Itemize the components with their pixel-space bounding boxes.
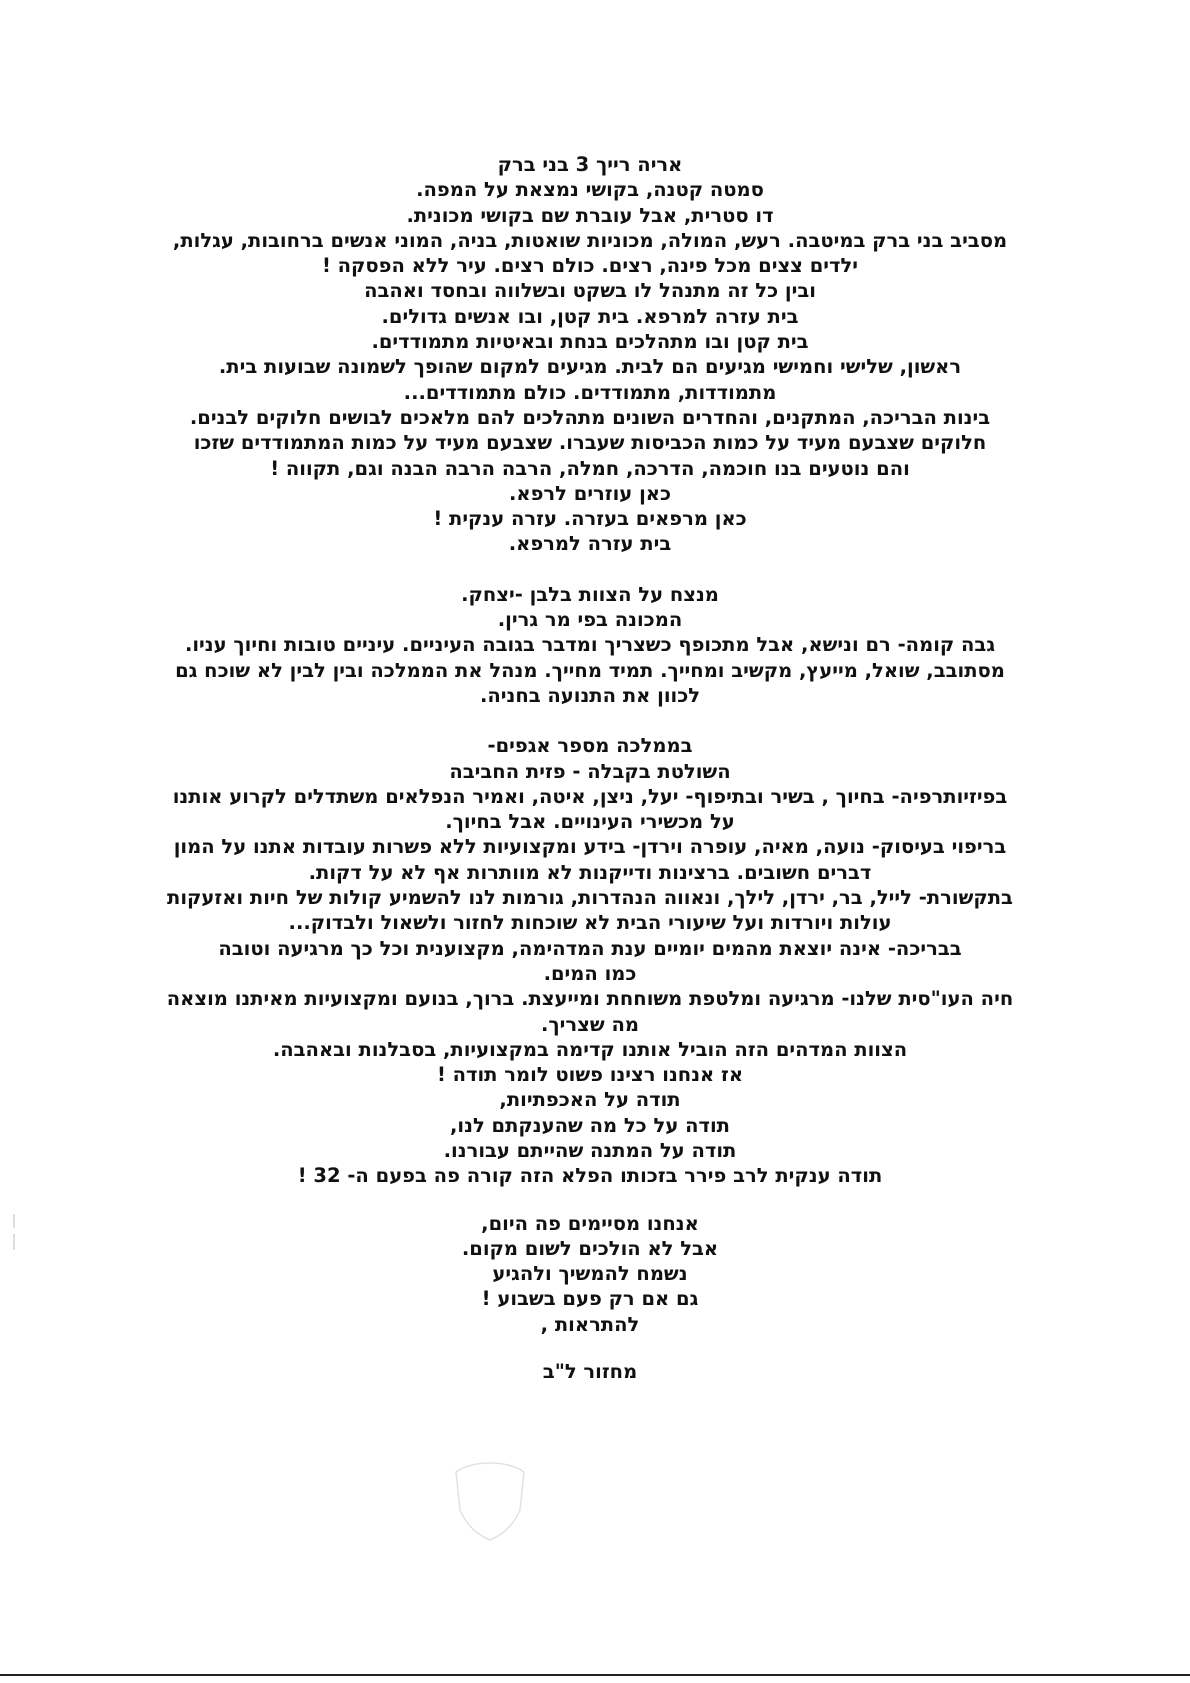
thanks-line: תודה על המתנה שהייתם עבורנו. (443, 1138, 737, 1162)
closing-line: גם אם רק פעם בשבוע ! (481, 1287, 699, 1311)
section-gap (160, 557, 1020, 582)
department-paragraph: בתקשורת- לייל, בר, ירדן, לילך, ונאווה הנהדרות, גורמות לנו להשמיע קולות של חיות ואזעקות עולות ויורדות ועל שיעורי הבית לא שוכחות לחזור ולשאול ולבדוק... (167, 886, 1013, 935)
section-gap (160, 1189, 1020, 1211)
intro-line: מתמודדות, מתמודדים. כולם מתמודדים... (403, 380, 777, 404)
intro-line: בית קטן ובו מתהלכים בנחת ובאיטיות מתמודדים. (371, 330, 809, 354)
intro-line: כאן מרפאים בעזרה. עזרה ענקית ! (433, 507, 747, 531)
department-paragraph: חיה העו"סית שלנו- מרגיעה ומלטפת משוחחת ומייעצת. ברוך, בנועם ומקצועיות מאיתנו מוצאה מה שצריך. (166, 987, 1014, 1036)
intro-line: והם נוטעים בנו חוכמה, הדרכה, חמלה, הרבה הרבה הבנה וגם, תקווה ! (270, 456, 910, 480)
manager-paragraph: גבה קומה- רם ונישא, אבל מתכופף כשצריך ומדבר בגובה העיניים. עיניים טובות וחיוך עניו. מסתובב, שואל, מייעץ, מקשיב ומחייך. תמיד מחייך. מנהל את הממלכה ובין לבין לא שוכח גם לכוון את התנועה בחניה. (175, 633, 1005, 707)
intro-paragraph: מסביב בני ברק במיטבה. רעש, המולה, מכוניות שואטות, בניה, המוני אנשים ברחובות, עגלות, ילדים צצים מכל פינה, רצים. כולם רצים. עיר ללא הפסקה ! (172, 228, 1008, 278)
intro-paragraph: בינות הבריכה, המתקנים, והחדרים השונים מתהלכים להם מלאכים לבושים חלוקים לבנים. חלוקים שצבעם מעיד על כמות הכביסות שעברו. שצבעם מעיד על כמות המתמודדים שזכו (189, 405, 991, 455)
intro-line: ובין כל זה מתנהל לו בשקט ובשלווה ובחסד ואהבה (364, 279, 816, 303)
manager-title: מנצח על הצוות בלבן -יצחק. (461, 582, 719, 606)
scan-edge-mark (12, 1212, 16, 1252)
department-line: השולטת בקבלה - פזית החביבה (449, 759, 731, 783)
thanks-line: תודה ענקית לרב פירר בזכותו הפלא הזה קורה פה בפעם ה- 32 ! (297, 1164, 883, 1188)
header-line: סמטה קטנה, בקושי נמצאת על המפה. (416, 178, 764, 202)
closing-line: אבל לא הולכים לשום מקום. (461, 1236, 719, 1260)
thanks-line: תודה על האכפתיות, (499, 1088, 681, 1112)
department-paragraph: בפיזיותרפיה- בחיוך , בשיר ובתיפוף- יעל, ניצן, איטה, ואמיר הנפלאים משתדלים לקרוע אותנו על מכשירי העינויים. אבל בחיוך. (172, 784, 1008, 834)
department-paragraph: בבריכה- אינה יוצאת מהמים יומיים ענת המדהימה, מקצוענית וכל כך מרגיעה וטובה (218, 936, 962, 960)
department-paragraph: בריפוי בעיסוק- נועה, מאיה, עופרה וירדן- בידע ומקצועיות ללא פשרות עובדות אתנו על המון דברים חשובים. ברצינות ודייקנות לא מוותרות אף לא על דקות. (173, 835, 1007, 884)
closing-line: נשמח להמשיך ולהגיע (492, 1262, 688, 1286)
section-gap (160, 1337, 1020, 1359)
letter-body (160, 152, 1020, 1384)
intro-line: בית עזרה למרפא. (508, 532, 672, 556)
departments-title: בממלכה מספר אגפים- (487, 734, 693, 758)
signature: מחזור ל"ב (542, 1360, 638, 1384)
closing-line: להתראות , (540, 1312, 640, 1336)
thanks-line: תודה על כל מה שהענקתם לנו, (450, 1113, 730, 1137)
manager-line: המכונה בפי מר גרין. (497, 608, 683, 632)
closing-line: אנחנו מסיימים פה היום, (481, 1211, 699, 1235)
intro-paragraph: ראשון, שלישי וחמישי מגיעים הם לבית. מגיעים למקום שהופך לשמונה שבועות בית. (218, 355, 962, 379)
thanks-line: הצוות המדהים הזה הוביל אותנו קדימה במקצועיות, בסבלנות ובאהבה. (272, 1037, 908, 1061)
department-line: כמו המים. (543, 961, 637, 985)
header-address: אריה רייך 3 בני ברק (497, 153, 683, 176)
intro-line: בית עזרה למרפא. בית קטן, ובו אנשים גדולים. (381, 304, 799, 328)
thanks-line: אז אנחנו רצינו פשוט לומר תודה ! (436, 1063, 744, 1087)
faint-stamp-mark (450, 1458, 530, 1542)
intro-line: כאן עוזרים לרפא. (508, 481, 672, 505)
scan-bottom-edge (0, 1674, 1190, 1676)
header-line: דו סטרית, אבל עוברת שם בקושי מכונית. (406, 203, 774, 227)
section-gap (160, 708, 1020, 733)
